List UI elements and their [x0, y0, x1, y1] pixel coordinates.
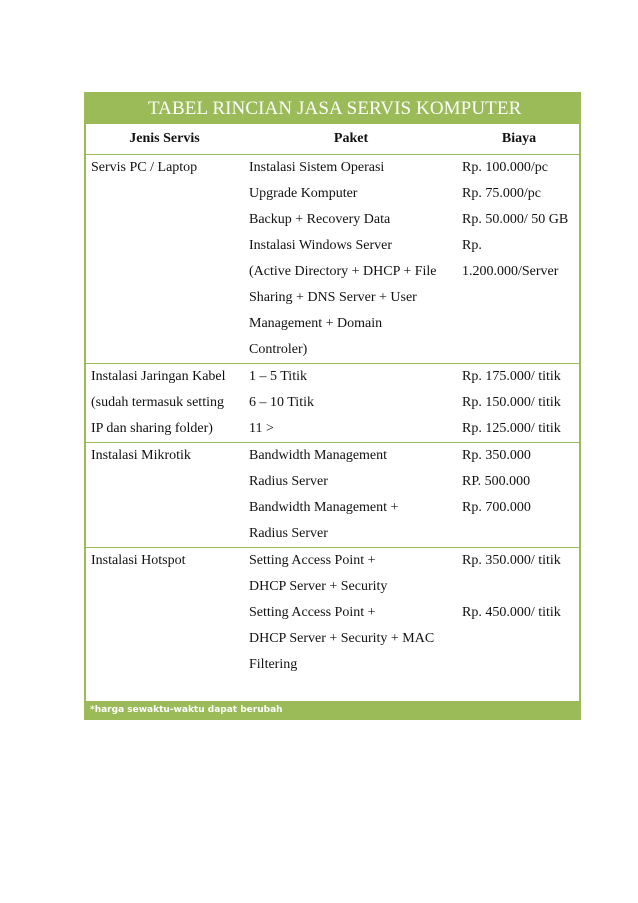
- biaya-cell: [459, 548, 579, 678]
- paket-line: Filtering: [249, 657, 298, 672]
- footnote-bar: [86, 701, 579, 718]
- header-biaya: Biaya: [501, 131, 537, 146]
- biaya-line: 1.200.000/Server: [462, 264, 559, 279]
- biaya-line: Rp. 700.000: [462, 500, 531, 515]
- footnote-text: *harga sewaktu-waktu dapat berubah: [90, 704, 283, 715]
- biaya-line: RP. 500.000: [462, 474, 531, 489]
- paket-line: 6 – 10 Titik: [249, 395, 314, 410]
- biaya-line: [462, 574, 579, 600]
- jenis-servis-line: Instalasi Jaringan Kabel: [91, 369, 226, 384]
- table-title-bar: [86, 94, 579, 124]
- paket-cell: [243, 548, 459, 678]
- paket-line: Backup + Recovery Data: [249, 212, 391, 227]
- table-row: [86, 155, 579, 364]
- paket-line: (Active Directory + DHCP + File: [249, 264, 437, 279]
- jenis-servis-line: (sudah termasuk setting: [91, 395, 224, 410]
- jenis-servis-line: Instalasi Hotspot: [91, 553, 186, 568]
- paket-line: Sharing + DNS Server + User: [249, 290, 417, 305]
- price-table: [84, 92, 581, 720]
- jenis-cell: [86, 364, 243, 442]
- jenis-cell: [86, 443, 243, 547]
- jenis-servis-line: Servis PC / Laptop: [91, 160, 198, 175]
- biaya-line: Rp. 350.000/ titik: [462, 553, 561, 568]
- biaya-line: Rp. 450.000/ titik: [462, 605, 561, 620]
- table-row: [86, 443, 579, 548]
- table-row: [86, 364, 579, 443]
- biaya-line: Rp. 50.000/ 50 GB: [462, 212, 569, 227]
- paket-line: DHCP Server + Security: [249, 579, 388, 594]
- paket-line: Setting Access Point +: [249, 553, 376, 568]
- biaya-line: Rp. 175.000/ titik: [462, 369, 561, 384]
- header-jenis-servis: Jenis Servis: [129, 131, 200, 146]
- paket-line: Upgrade Komputer: [249, 186, 358, 201]
- paket-cell: [243, 443, 459, 547]
- biaya-line: Rp. 100.000/pc: [462, 160, 548, 175]
- biaya-line: Rp. 75.000/pc: [462, 186, 541, 201]
- biaya-line: Rp. 350.000: [462, 448, 531, 463]
- paket-line: 1 – 5 Titik: [249, 369, 307, 384]
- biaya-line: Rp. 125.000/ titik: [462, 421, 561, 436]
- table-row: [86, 548, 579, 701]
- biaya-line: Rp. 150.000/ titik: [462, 395, 561, 410]
- paket-line: Management + Domain: [249, 316, 383, 331]
- biaya-cell: [459, 443, 579, 547]
- table-title: TABEL RINCIAN JASA SERVIS KOMPUTER: [148, 98, 522, 119]
- paket-cell: [243, 364, 459, 442]
- biaya-cell: [459, 364, 579, 442]
- paket-line: Radius Server: [249, 474, 328, 489]
- jenis-servis-line: Instalasi Mikrotik: [91, 448, 191, 463]
- jenis-servis-line: IP dan sharing folder): [91, 421, 213, 436]
- paket-line: Setting Access Point +: [249, 605, 376, 620]
- table-body: [86, 155, 579, 701]
- jenis-cell: [86, 155, 243, 363]
- table-header-row: [86, 124, 579, 155]
- header-paket: Paket: [333, 131, 369, 146]
- paket-line: Bandwidth Management: [249, 448, 388, 463]
- biaya-cell: [459, 155, 579, 363]
- paket-line: DHCP Server + Security + MAC: [249, 631, 435, 646]
- jenis-cell: [86, 548, 243, 678]
- paket-line: Instalasi Sistem Operasi: [249, 160, 385, 175]
- paket-line: Instalasi Windows Server: [249, 238, 393, 253]
- paket-cell: [243, 155, 459, 363]
- paket-line: 11 >: [249, 421, 274, 436]
- paket-line: Bandwidth Management +: [249, 500, 399, 515]
- paket-line: Controler): [249, 342, 308, 357]
- biaya-line: Rp.: [462, 238, 482, 253]
- paket-line: Radius Server: [249, 526, 328, 541]
